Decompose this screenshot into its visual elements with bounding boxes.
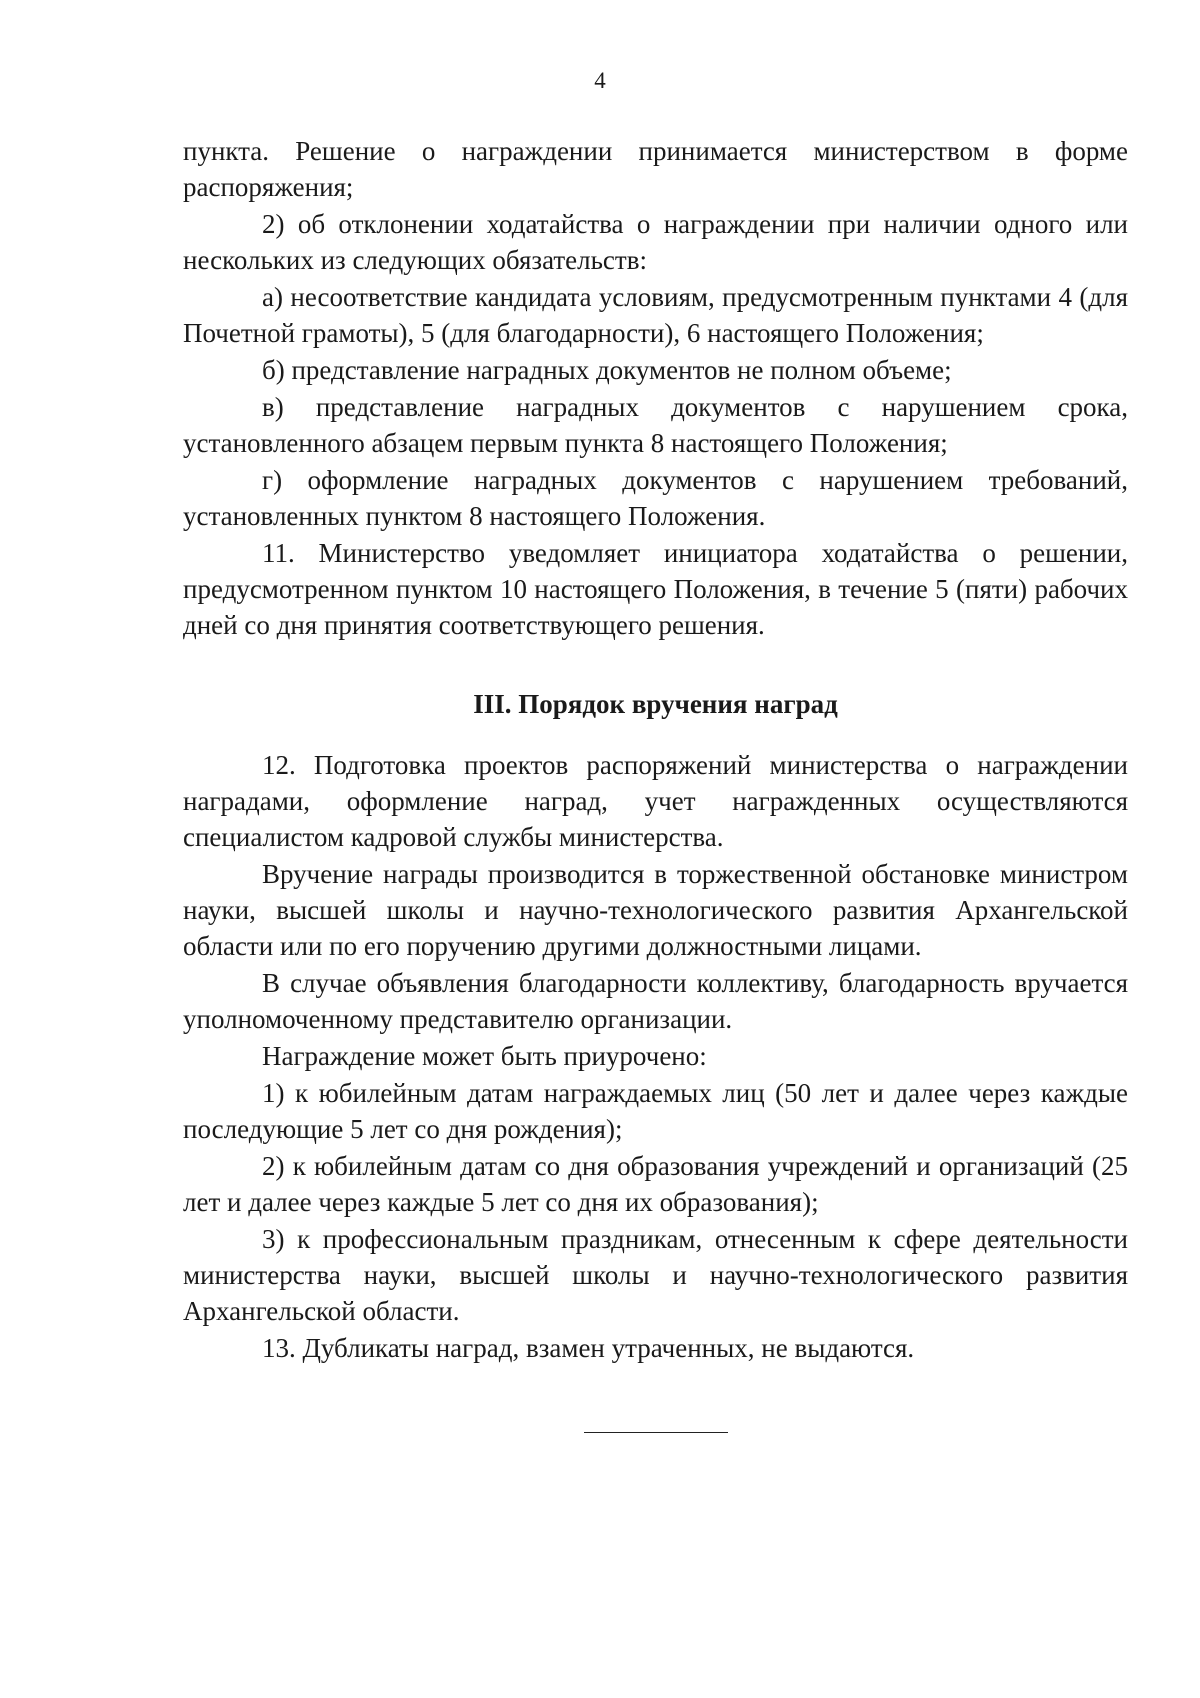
- page-number: 4: [594, 68, 606, 93]
- end-of-document-rule: [584, 1432, 728, 1433]
- paragraph-timing-intro: Награждение может быть приурочено:: [262, 1041, 707, 1071]
- paragraph-subitem-g: г) оформление наградных документов с нарушением требований, установленных пунктом 8 настоящего Положения.: [183, 465, 1128, 531]
- paragraph-continuation: пункта. Решение о награждении принимается министерством в форме распоряжения;: [183, 136, 1128, 202]
- paragraph-collective: В случае объявления благодарности коллективу, благодарность вручается уполномоченному представителю организации.: [183, 968, 1128, 1034]
- paragraph-subitem-v: в) представление наградных документов с нарушением срока, установленного абзацем первым пункта 8 настоящего Положения;: [183, 392, 1128, 458]
- paragraph-13: 13. Дубликаты наград, взамен утраченных, не выдаются.: [262, 1333, 915, 1363]
- paragraph-timing-1: 1) к юбилейным датам награждаемых лиц (50 лет и далее через каждые последующие 5 лет со дня рождения);: [183, 1078, 1128, 1144]
- paragraph-subitem-a: а) несоответствие кандидата условиям, предусмотренным пунктами 4 (для Почетной грамоты), 5 (для благодарности), 6 настоящего Положения;: [183, 282, 1128, 348]
- paragraph-12: 12. Подготовка проектов распоряжений министерства о награждении наградами, оформление наград, учет награжденных осуществляются специалистом кадровой службы министерства.: [183, 750, 1128, 852]
- top-text-block: [183, 133, 1128, 644]
- paragraph-subitem-b: б) представление наградных документов не полном объеме;: [262, 355, 952, 385]
- paragraph-timing-2: 2) к юбилейным датам со дня образования учреждений и организаций (25 лет и далее через каждые 5 лет со дня их образования);: [183, 1151, 1128, 1217]
- section-heading-wrap: [183, 686, 1128, 722]
- paragraph-timing-3: 3) к профессиональным праздникам, отнесенным к сфере деятельности министерства науки, высшей школы и научно-технологического развития Архангельской области.: [183, 1224, 1128, 1326]
- section-text-block: [183, 747, 1128, 1367]
- paragraph-awarding: Вручение награды производится в торжественной обстановке министром науки, высшей школы и научно-технологического развития Архангельской области или по его поручению другими должностными лицами.: [183, 859, 1128, 961]
- section-heading: III. Порядок вручения наград: [473, 689, 838, 719]
- paragraph-11: 11. Министерство уведомляет инициатора ходатайства о решении, предусмотренном пунктом 10 настоящего Положения, в течение 5 (пяти) рабочих дней со дня принятия соответствующего решения.: [183, 538, 1128, 640]
- paragraph-item-2: 2) об отклонении ходатайства о награждении при наличии одного или нескольких из следующих обязательств:: [183, 209, 1128, 275]
